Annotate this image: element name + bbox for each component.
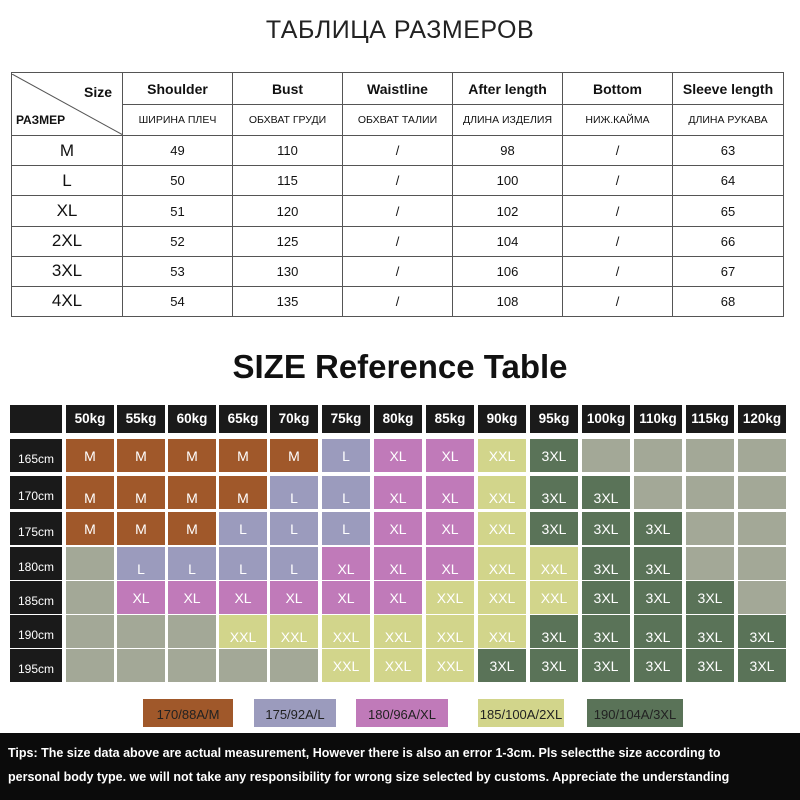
height-label: 190cm — [17, 628, 55, 642]
height-header — [10, 512, 62, 545]
size-label: M — [12, 136, 123, 166]
size-cell — [374, 512, 422, 545]
size-cell — [582, 439, 630, 472]
table-cell: 52 — [123, 226, 233, 256]
size-cell-label: 3XL — [697, 658, 723, 674]
size-cell — [530, 615, 578, 648]
size-cell-label: XXL — [384, 658, 412, 674]
size-cell — [270, 547, 318, 580]
table-cell: 54 — [123, 286, 233, 316]
size-cell — [322, 581, 370, 614]
size-cell — [686, 581, 734, 614]
weight-label: 115kg — [691, 411, 729, 426]
weight-label: 50kg — [74, 411, 106, 426]
size-cell — [322, 649, 370, 682]
size-cell — [66, 547, 114, 580]
size-cell — [530, 649, 578, 682]
table-cell: 102 — [453, 196, 563, 226]
height-label: 170cm — [17, 489, 55, 503]
table-cell: / — [343, 136, 453, 166]
size-cell — [270, 649, 318, 682]
weight-label: 95kg — [538, 411, 570, 426]
weight-label: 85kg — [434, 411, 466, 426]
size-cell-label: XXL — [488, 561, 516, 577]
size-cell-label: L — [342, 448, 350, 464]
size-cell — [738, 512, 786, 545]
size-cell — [322, 512, 370, 545]
size-cell-label: XL — [337, 590, 355, 606]
size-cell-label: 3XL — [593, 490, 619, 506]
size-cell — [219, 615, 267, 648]
size-cell — [219, 439, 267, 472]
size-cell-label: 3XL — [645, 521, 671, 537]
size-cell — [634, 512, 682, 545]
size-cell-label: L — [290, 490, 298, 506]
table-cell: 125 — [233, 226, 343, 256]
size-cell — [117, 439, 165, 472]
size-cell-label: 3XL — [541, 629, 567, 645]
size-cell-label: XXL — [436, 658, 464, 674]
size-cell — [686, 512, 734, 545]
size-cell — [374, 439, 422, 472]
size-cell-label: 3XL — [593, 521, 619, 537]
size-cell — [168, 439, 216, 472]
size-cell-label: L — [290, 521, 298, 537]
size-cell — [270, 581, 318, 614]
weight-header — [478, 405, 526, 433]
weight-header — [738, 405, 786, 433]
table-cell: / — [563, 196, 673, 226]
height-header — [10, 547, 62, 580]
grid-corner — [10, 405, 62, 433]
table-cell: 51 — [123, 196, 233, 226]
size-cell — [634, 649, 682, 682]
size-cell-label: 3XL — [541, 658, 567, 674]
size-cell-label: 3XL — [593, 561, 619, 577]
size-cell-label: 3XL — [489, 658, 515, 674]
table-cell: 64 — [673, 166, 784, 196]
height-header — [10, 476, 62, 509]
size-cell — [219, 581, 267, 614]
col-header-shoulder: Shoulder — [123, 73, 233, 105]
size-cell-label: XL — [389, 448, 407, 464]
size-cell — [117, 476, 165, 509]
size-cell — [582, 581, 630, 614]
size-cell — [582, 547, 630, 580]
size-label: 3XL — [12, 256, 123, 286]
size-cell-label: XXL — [488, 590, 516, 606]
size-cell-label: M — [186, 448, 198, 464]
weight-label: 110kg — [639, 411, 677, 426]
col-header-ru: ДЛИНА ИЗДЕЛИЯ — [453, 105, 563, 136]
size-cell-label: XL — [183, 590, 201, 606]
size-cell — [270, 439, 318, 472]
table-cell: 50 — [123, 166, 233, 196]
size-cell-label: 3XL — [749, 629, 775, 645]
size-cell-label: M — [135, 521, 147, 537]
col-header-ru: ОБХВАТ ТАЛИИ — [343, 105, 453, 136]
size-cell-label: 3XL — [541, 490, 567, 506]
col-header-sleeve-length: Sleeve length — [673, 73, 784, 105]
table-cell: 53 — [123, 256, 233, 286]
weight-header — [686, 405, 734, 433]
weight-header — [322, 405, 370, 433]
col-header-ru: НИЖ.КАЙМА — [563, 105, 673, 136]
size-label: L — [12, 166, 123, 196]
size-cell — [219, 547, 267, 580]
size-cell — [66, 649, 114, 682]
size-cell — [582, 649, 630, 682]
size-cell — [374, 649, 422, 682]
size-cell-label: M — [135, 490, 147, 506]
size-cell — [478, 581, 526, 614]
size-cell — [322, 439, 370, 472]
size-cell-label: M — [186, 521, 198, 537]
size-cell — [374, 476, 422, 509]
size-cell — [738, 476, 786, 509]
col-header-ru: ШИРИНА ПЛЕЧ — [123, 105, 233, 136]
weight-label: 65kg — [227, 411, 259, 426]
height-label: 165cm — [17, 452, 55, 466]
size-label: 4XL — [12, 286, 123, 316]
size-cell-label: L — [239, 521, 247, 537]
size-cell — [738, 615, 786, 648]
table-cell: / — [343, 256, 453, 286]
size-cell-label: XXL — [540, 590, 568, 606]
size-cell — [582, 476, 630, 509]
size-cell — [322, 476, 370, 509]
height-header — [10, 615, 62, 648]
height-header — [10, 581, 62, 614]
size-cell-label: XXL — [488, 521, 516, 537]
tips-banner — [0, 733, 800, 800]
weight-header — [634, 405, 682, 433]
size-cell — [478, 615, 526, 648]
table-cell: 100 — [453, 166, 563, 196]
size-cell-label: XXL — [280, 629, 308, 645]
size-label: 2XL — [12, 226, 123, 256]
size-cell — [219, 476, 267, 509]
size-cell-label: M — [237, 448, 249, 464]
size-cell-label: 3XL — [593, 658, 619, 674]
col-header-waistline: Waistline — [343, 73, 453, 105]
size-cell-label: L — [342, 490, 350, 506]
size-cell — [426, 512, 474, 545]
table-cell: / — [343, 166, 453, 196]
size-cell-label: XL — [389, 561, 407, 577]
size-cell — [582, 615, 630, 648]
size-cell-label: XXL — [488, 448, 516, 464]
size-cell — [270, 476, 318, 509]
table-cell: 110 — [233, 136, 343, 166]
size-cell-label: M — [135, 448, 147, 464]
table-cell: / — [563, 166, 673, 196]
size-cell-label: 3XL — [697, 629, 723, 645]
weight-header — [582, 405, 630, 433]
table-cell: 120 — [233, 196, 343, 226]
size-cell — [322, 615, 370, 648]
legend-item: 190/104A/3XL — [587, 699, 683, 727]
size-cell-label: L — [188, 561, 196, 577]
size-cell-label: 3XL — [645, 590, 671, 606]
size-cell — [219, 512, 267, 545]
table-cell: / — [563, 256, 673, 286]
size-cell-label: XL — [441, 561, 459, 577]
corner-size-label: Size — [83, 83, 112, 100]
size-cell — [686, 439, 734, 472]
size-cell — [322, 547, 370, 580]
size-cell-label: 3XL — [645, 629, 671, 645]
size-cell-label: XXL — [332, 658, 360, 674]
size-cell-label: XXL — [332, 629, 360, 645]
weight-label: 90kg — [486, 411, 518, 426]
size-cell — [66, 615, 114, 648]
size-cell-label: XXL — [229, 629, 257, 645]
table-cell: / — [563, 136, 673, 166]
size-cell — [426, 547, 474, 580]
table-cell: 106 — [453, 256, 563, 286]
size-cell — [117, 512, 165, 545]
legend-item: 180/96A/XL — [356, 699, 448, 727]
size-cell — [270, 615, 318, 648]
size-cell-label: XL — [441, 448, 459, 464]
table-cell: 68 — [673, 286, 784, 316]
size-cell-label: XXL — [436, 629, 464, 645]
tips-line-1: Tips: The size data above are actual measurement, However there is also an error 1-3cm. Pls selectthe size according to — [8, 746, 721, 760]
size-cell-label: XL — [337, 561, 355, 577]
size-cell — [426, 439, 474, 472]
size-cell-label: 3XL — [697, 590, 723, 606]
size-cell — [738, 547, 786, 580]
table-cell: 49 — [123, 136, 233, 166]
size-cell — [426, 615, 474, 648]
weight-label: 60kg — [176, 411, 208, 426]
size-cell — [738, 439, 786, 472]
weight-header — [530, 405, 578, 433]
size-cell-label: XL — [441, 490, 459, 506]
size-cell-label: XL — [234, 590, 252, 606]
size-cell-label: L — [342, 521, 350, 537]
size-cell-label: XXL — [488, 490, 516, 506]
size-label: XL — [12, 196, 123, 226]
size-cell-label: M — [84, 448, 96, 464]
size-cell-label: 3XL — [541, 521, 567, 537]
legend-item: 185/100A/2XL — [478, 699, 564, 727]
size-cell — [168, 649, 216, 682]
size-cell — [686, 476, 734, 509]
corner-ru-label: РАЗМЕР — [16, 112, 66, 127]
size-cell-label: M — [84, 521, 96, 537]
size-cell — [117, 547, 165, 580]
weight-label: 55kg — [125, 411, 157, 426]
height-label: 175cm — [17, 525, 55, 539]
size-cell-label: M — [186, 490, 198, 506]
size-cell — [117, 581, 165, 614]
weight-label: 75kg — [330, 411, 362, 426]
weight-header — [168, 405, 216, 433]
size-cell — [117, 649, 165, 682]
height-header — [10, 439, 62, 472]
size-cell-label: XL — [132, 590, 150, 606]
size-cell — [530, 476, 578, 509]
legend-item: 175/92A/L — [254, 699, 336, 727]
tips-line-2: personal body type. we will not take any responsibility for wrong size selected by customs. Appreciate the understanding — [8, 770, 730, 784]
size-cell — [530, 581, 578, 614]
size-cell-label: XXL — [540, 561, 568, 577]
size-cell-label: M — [288, 448, 300, 464]
size-cell — [530, 512, 578, 545]
size-cell-label: 3XL — [593, 629, 619, 645]
table-cell: 65 — [673, 196, 784, 226]
weight-header — [219, 405, 267, 433]
weight-header — [270, 405, 318, 433]
size-cell — [582, 512, 630, 545]
size-cell — [478, 439, 526, 472]
reference-table-title: SIZE Reference Table — [232, 348, 568, 385]
size-cell — [478, 512, 526, 545]
table-cell: / — [343, 286, 453, 316]
size-cell-label: XL — [285, 590, 303, 606]
size-cell — [686, 615, 734, 648]
size-cell — [168, 476, 216, 509]
size-cell — [478, 547, 526, 580]
size-cell-label: XXL — [384, 629, 412, 645]
weight-label: 100kg — [586, 411, 626, 426]
size-cell-label: L — [239, 561, 247, 577]
table-cell: 66 — [673, 226, 784, 256]
table-cell: 135 — [233, 286, 343, 316]
size-cell — [530, 547, 578, 580]
size-cell — [168, 615, 216, 648]
size-cell — [530, 439, 578, 472]
size-cell — [634, 581, 682, 614]
height-label: 195cm — [17, 662, 55, 676]
size-cell — [634, 476, 682, 509]
col-header-ru: ОБХВАТ ГРУДИ — [233, 105, 343, 136]
weight-header — [374, 405, 422, 433]
table-cell: 63 — [673, 136, 784, 166]
size-cell — [738, 581, 786, 614]
size-cell-label: XL — [389, 490, 407, 506]
table-cell: 130 — [233, 256, 343, 286]
size-cell — [168, 512, 216, 545]
height-header — [10, 649, 62, 682]
table-cell: / — [343, 196, 453, 226]
size-cell-label: M — [237, 490, 249, 506]
size-cell — [168, 581, 216, 614]
size-cell-label: XXL — [488, 629, 516, 645]
size-cell — [168, 547, 216, 580]
size-cell-label: XL — [389, 590, 407, 606]
height-label: 185cm — [17, 594, 55, 608]
table-cell: 67 — [673, 256, 784, 286]
weight-label: 70kg — [278, 411, 310, 426]
size-cell-label: L — [137, 561, 145, 577]
size-cell — [270, 512, 318, 545]
table-cell: 104 — [453, 226, 563, 256]
size-cell-label: 3XL — [749, 658, 775, 674]
size-cell — [117, 615, 165, 648]
size-cell-label: 3XL — [645, 561, 671, 577]
weight-header — [117, 405, 165, 433]
weight-label: 120kg — [742, 411, 782, 426]
col-header-bottom: Bottom — [563, 73, 673, 105]
size-cell — [219, 649, 267, 682]
size-cell — [686, 649, 734, 682]
size-cell — [634, 615, 682, 648]
size-cell — [374, 615, 422, 648]
legend-item: 170/88A/M — [143, 699, 233, 727]
size-cell — [478, 476, 526, 509]
table-cell: / — [563, 286, 673, 316]
size-cell-label: L — [290, 561, 298, 577]
size-cell — [738, 649, 786, 682]
weight-header — [66, 405, 114, 433]
size-chart-title: ТАБЛИЦА РАЗМЕРОВ — [265, 16, 535, 44]
height-label: 180cm — [17, 560, 55, 574]
table-cell: / — [343, 226, 453, 256]
size-cell — [66, 439, 114, 472]
table-cell: / — [563, 226, 673, 256]
table-cell: 115 — [233, 166, 343, 196]
size-cell-label: 3XL — [593, 590, 619, 606]
size-cell — [374, 581, 422, 614]
size-cell — [66, 476, 114, 509]
size-cell — [66, 581, 114, 614]
size-cell — [426, 649, 474, 682]
size-cell — [634, 439, 682, 472]
size-cell — [66, 512, 114, 545]
weight-header — [426, 405, 474, 433]
size-cell-label: XXL — [436, 590, 464, 606]
size-cell-label: 3XL — [645, 658, 671, 674]
size-cell — [478, 649, 526, 682]
size-cell-label: XL — [389, 521, 407, 537]
size-cell-label: M — [84, 490, 96, 506]
size-cell — [374, 547, 422, 580]
table-cell: 108 — [453, 286, 563, 316]
col-header-ru: ДЛИНА РУКАВА — [673, 105, 784, 136]
col-header-after-length: After length — [453, 73, 563, 105]
size-cell — [426, 476, 474, 509]
col-header-bust: Bust — [233, 73, 343, 105]
size-cell-label: XL — [441, 521, 459, 537]
table-cell: 98 — [453, 136, 563, 166]
size-cell-label: 3XL — [541, 448, 567, 464]
size-cell — [426, 581, 474, 614]
weight-label: 80kg — [382, 411, 414, 426]
size-cell — [686, 547, 734, 580]
size-cell — [634, 547, 682, 580]
